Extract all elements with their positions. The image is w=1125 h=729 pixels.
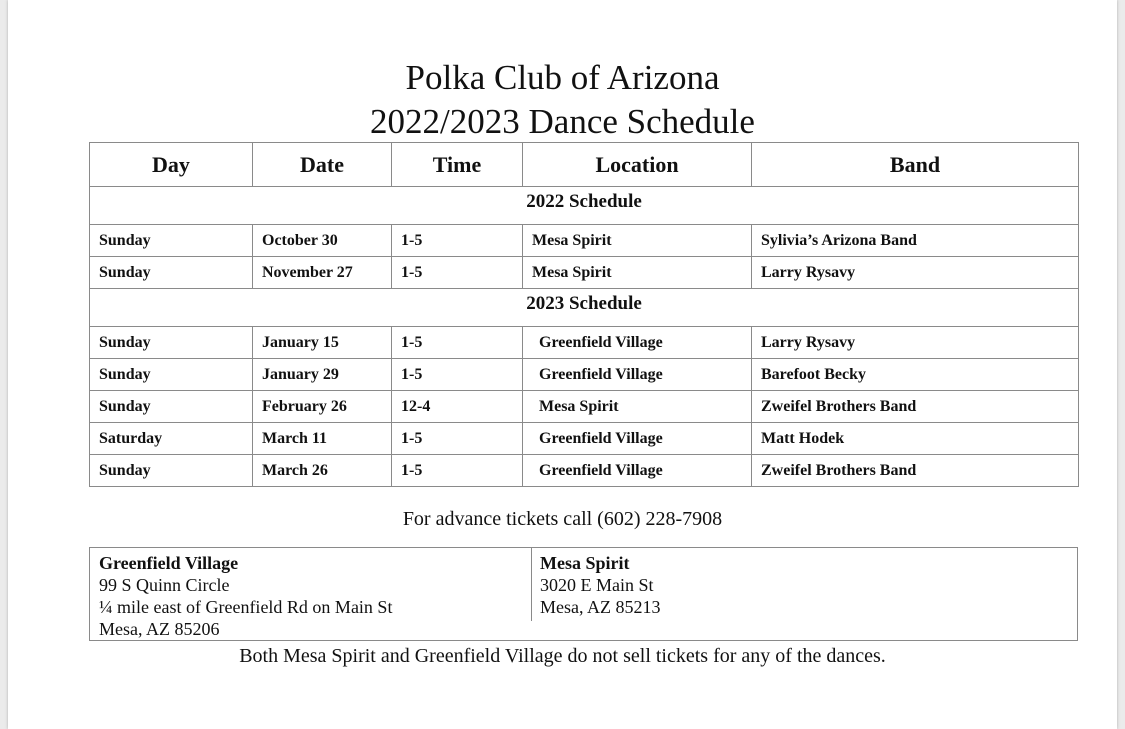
cell-location: Greenfield Village (523, 423, 752, 455)
table-row (90, 257, 1079, 289)
cell-location: Mesa Spirit (523, 225, 752, 257)
venue-name: Greenfield Village (99, 553, 239, 573)
cell-time: 1-5 (392, 327, 523, 359)
venue-name: Mesa Spirit (540, 553, 630, 573)
cell-date: March 11 (253, 423, 392, 455)
cell-location: Greenfield Village (523, 359, 752, 391)
venue-address-line: Mesa, AZ 85206 (99, 619, 220, 639)
cell-date: February 26 (253, 391, 392, 423)
table-row (90, 327, 1079, 359)
header-time: Time (392, 143, 523, 187)
cell-band: Zweifel Brothers Band (752, 391, 1079, 423)
cell-day: Sunday (90, 327, 253, 359)
schedule-title: 2022/2023 Dance Schedule (370, 102, 755, 141)
cell-day: Sunday (90, 257, 253, 289)
cell-time: 12-4 (392, 391, 523, 423)
cell-time: 1-5 (392, 455, 523, 487)
cell-date: January 15 (253, 327, 392, 359)
cell-location: Greenfield Village (523, 455, 752, 487)
table-header-row (90, 143, 1079, 187)
table-row (90, 455, 1079, 487)
cell-location: Mesa Spirit (523, 391, 752, 423)
cell-date: January 29 (253, 359, 392, 391)
venue-info-box (89, 547, 1078, 641)
cell-day: Sunday (90, 225, 253, 257)
section-row-2022 (90, 187, 1079, 225)
club-title: Polka Club of Arizona (405, 58, 720, 97)
footer-note: Both Mesa Spirit and Greenfield Village do not sell tickets for any of the dances. (239, 645, 886, 667)
venue-address-line: Mesa, AZ 85213 (540, 597, 661, 617)
tickets-line: For advance tickets call (602) 228-7908 (402, 508, 723, 530)
cell-band: Barefoot Becky (752, 359, 1079, 391)
venue-address-line: 3020 E Main St (540, 575, 654, 595)
cell-time: 1-5 (392, 423, 523, 455)
cell-location: Mesa Spirit (523, 257, 752, 289)
header-date: Date (253, 143, 392, 187)
venue-divider (531, 548, 532, 621)
cell-time: 1-5 (392, 225, 523, 257)
header-band: Band (752, 143, 1079, 187)
table-row (90, 359, 1079, 391)
cell-band: Larry Rysavy (752, 257, 1079, 289)
venue-address-line: ¼ mile east of Greenfield Rd on Main St (99, 597, 393, 617)
cell-day: Saturday (90, 423, 253, 455)
header-location: Location (523, 143, 752, 187)
table-row (90, 225, 1079, 257)
table-row (90, 423, 1079, 455)
cell-date: October 30 (253, 225, 392, 257)
cell-band: Zweifel Brothers Band (752, 455, 1079, 487)
cell-date: November 27 (253, 257, 392, 289)
venue-address-line: 99 S Quinn Circle (99, 575, 230, 595)
dance-schedule-table (89, 142, 1079, 487)
section-label: 2023 Schedule (90, 289, 1079, 327)
cell-date: March 26 (253, 455, 392, 487)
venue-greenfield-village (99, 552, 392, 640)
cell-day: Sunday (90, 359, 253, 391)
cell-band: Matt Hodek (752, 423, 1079, 455)
header-day: Day (90, 143, 253, 187)
cell-day: Sunday (90, 391, 253, 423)
table-row (90, 391, 1079, 423)
cell-time: 1-5 (392, 359, 523, 391)
section-row-2023 (90, 289, 1079, 327)
cell-location: Greenfield Village (523, 327, 752, 359)
venue-mesa-spirit (540, 552, 661, 618)
cell-day: Sunday (90, 455, 253, 487)
cell-band: Sylivia’s Arizona Band (752, 225, 1079, 257)
cell-band: Larry Rysavy (752, 327, 1079, 359)
section-label: 2022 Schedule (90, 187, 1079, 225)
cell-time: 1-5 (392, 257, 523, 289)
